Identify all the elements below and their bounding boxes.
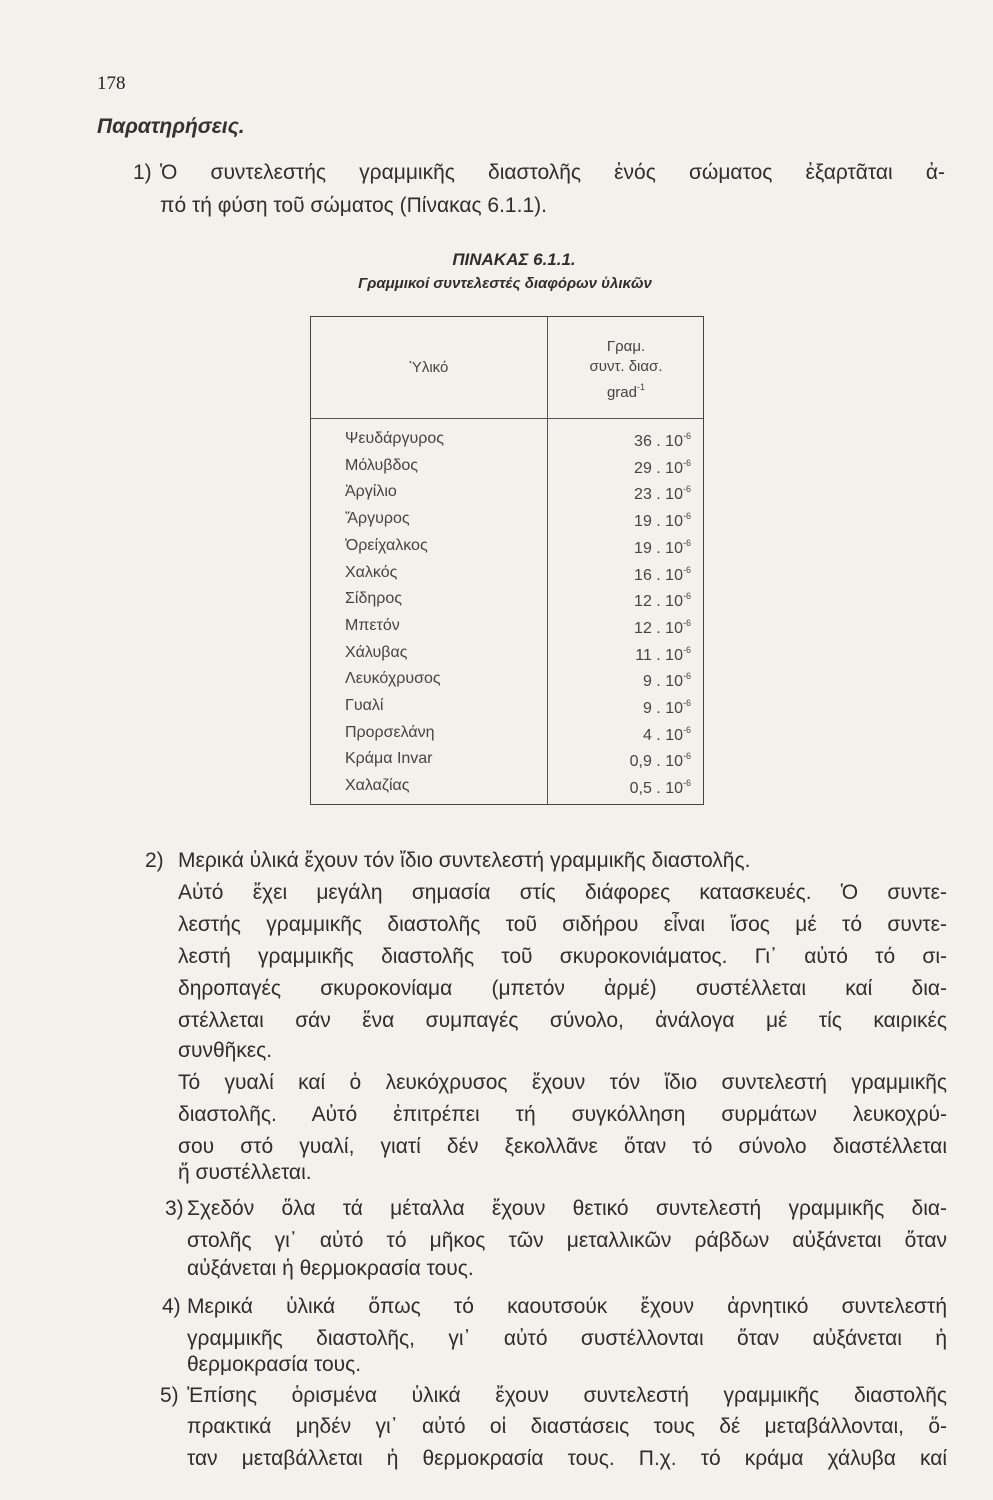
material-cell: Προρσελάνη [345,723,435,741]
paragraph-line: Μερικά ὑλικά ὅπως τό καουτσούκ ἔχουν ἀρνητικό συντελεστή [187,1295,947,1318]
coefficient-cell [634,453,691,479]
coefficient-exponent: -6 [682,537,691,548]
coefficient-value: 12 . 10 [634,619,683,637]
coefficient-value: 23 . 10 [634,486,683,504]
section-heading: Παρατηρήσεις. [97,115,245,138]
coefficient-exponent: -6 [682,457,691,468]
coefficient-cell [634,506,691,532]
coefficient-exponent: -6 [682,698,691,708]
list-number: 5) [160,1384,179,1407]
coefficient-exponent: -6 [682,484,691,495]
coefficient-cell [630,773,691,799]
paragraph-line: θερμοκρασία τους. [187,1353,362,1376]
material-cell: Κράμα Invar [345,750,433,768]
paragraph-line: Τό γυαλί καί ὁ λευκόχρυσος ἔχουν τόν ἴδιο συντελεστή γραμμικῆς [178,1071,947,1094]
coefficient-cell [643,720,691,746]
coefficients-table [310,316,704,805]
paragraph-line: Ὁ συντελεστής γραμμικῆς διαστολῆς ἑνός σώματος ἐξαρτᾶται ἀ- [160,161,945,184]
paragraph-line: Ἐπίσης ὁρισμένα ὑλικά ἔχουν συντελεστή γραμμικῆς διαστολῆς [187,1384,947,1407]
paragraph-line: Μερικά ὑλικά ἔχουν τόν ἴδιο συντελεστή γραμμικῆς διαστολῆς. [178,849,751,872]
material-cell: Λευκόχρυσος [345,670,441,688]
coefficient-value: 9 . 10 [642,700,683,717]
paragraph-line: λεστή γραμμικῆς διαστολῆς τοῦ σκυροκονιάματος. Γι᾽ αὐτό τό σι- [178,945,947,968]
paragraph-line: δηροπαγές σκυροκονίαμα (μπετόν ἀρμέ) συστέλλεται καί δια- [178,977,947,1000]
header-coef-line: συντ. διασ. [589,358,663,375]
material-cell: Χαλκός [345,563,398,581]
coefficient-value: 12 . 10 [634,593,683,611]
list-number: 4) [162,1295,181,1318]
material-cell: Μπετόν [345,616,400,634]
coefficient-cell [643,693,691,719]
header-material: Ὑλικό [409,359,449,376]
coefficient-value: 19 . 10 [634,513,683,531]
material-cell: Γυαλί [345,697,384,714]
material-cell: Ἄργυρος [345,510,410,528]
coefficient-value: 36 . 10 [634,433,683,450]
header-divider [311,418,703,419]
coefficient-exponent: -6 [682,671,691,682]
coefficient-exponent: -6 [682,564,691,575]
coefficient-cell [643,666,691,692]
material-cell: Ψευδάργυρος [345,430,444,447]
coefficient-exponent: -6 [682,724,691,735]
paragraph-line: αὐξάνεται ἡ θερμοκρασία τους. [187,1257,474,1280]
coefficient-exponent: -6 [682,751,691,762]
coefficient-exponent: -6 [682,431,691,441]
paragraph-line: Σχεδόν ὅλα τά μέταλλα ἔχουν θετικό συντελεστή γραμμικῆς δια- [187,1197,947,1220]
paragraph-line: λεστής γραμμικῆς διαστολῆς τοῦ σιδήρου εἶναι ἴσος μέ τό συντε- [178,913,947,936]
material-cell: Σίδηρος [345,590,402,608]
coefficient-exponent: -6 [682,644,691,655]
coefficient-cell [634,613,691,639]
material-cell: Χαλαζίας [345,777,410,795]
paragraph-line: ταν μεταβάλλεται ἡ θερμοκρασία τους. Π.χ. τό κράμα χάλυβα καί [187,1447,947,1470]
coefficient-value: 16 . 10 [634,566,683,584]
material-cell: Χάλυβας [345,643,408,661]
coefficient-value: 9 . 10 [642,673,683,691]
coefficient-value: 4 . 10 [642,726,683,744]
coefficient-exponent: -6 [682,591,691,602]
coefficient-cell [634,560,691,586]
list-number: 1) [133,161,152,184]
coefficient-cell [634,533,691,559]
coefficient-exponent: -6 [682,617,691,628]
paragraph-line: στολῆς γι᾽ αὐτό τό μῆκος τῶν μεταλλικῶν ράβδων αὐξάνεται ὅταν [187,1229,947,1252]
paragraph-line: στέλλεται σάν ἕνα συμπαγές σύνολο, ἀνάλογα μέ τίς καιρικές [178,1009,947,1032]
coefficient-value: 0,9 . 10 [629,753,683,771]
header-coef-unit [547,377,705,403]
coefficient-cell [634,426,691,452]
table-title: ΠΙΝΑΚΑΣ 6.1.1. [452,250,576,269]
unit: grad [606,384,637,401]
list-number: 2) [145,849,164,872]
coefficient-cell [635,640,691,666]
material-cell: Ὀρείχαλκος [345,536,428,554]
coefficient-exponent: -6 [682,778,691,789]
material-cell: Ἀργίλιο [345,483,397,501]
coefficient-value: 29 . 10 [634,459,683,477]
paragraph-line: πρακτικά μηδέν γι᾽ αὐτό οἱ διαστάσεις τους δέ μεταβάλλονται, ὅ- [187,1415,947,1438]
paragraph-line: σου στό γυαλί, γιατί δέν ξεκολλᾶνε ὅταν τό σύνολο διαστέλλεται [178,1135,947,1158]
coefficient-cell [634,586,691,612]
paragraph-line: συνθῆκες. [178,1039,273,1062]
coefficient-exponent: -6 [682,511,691,522]
paragraph-line: ἤ συστέλλεται. [178,1161,312,1184]
list-number: 3) [165,1197,184,1220]
paragraph-line: γραμμικῆς διαστολῆς, γι᾽ αὐτό συστέλλονται ὅταν αὐξάνεται ἡ [187,1327,947,1350]
table-subtitle: Γραμμικοί συντελεστές διαφόρων ὑλικῶν [358,275,652,292]
coefficient-cell [630,746,691,772]
header-coef-line: Γραμ. [606,338,646,355]
paragraph-line: Αὐτό ἔχει μεγάλη σημασία στίς διάφορες κατασκευές. Ὁ συντε- [178,881,947,904]
header-coefficient [547,337,705,403]
material-cell: Μόλυβδος [345,456,419,474]
coefficient-value: 11 . 10 [635,646,683,664]
paragraph-line: πό τή φύση τοῦ σώματος (Πίνακας 6.1.1). [160,194,547,217]
paragraph-line: διαστολῆς. Αὐτό ἐπιτρέπει τή συγκόλληση συρμάτων λευκοχρύ- [178,1103,947,1126]
coefficient-value: 0,5 . 10 [629,780,683,798]
unit-exponent: -1 [637,382,646,392]
coefficient-cell [634,479,691,505]
page-number: 178 [97,73,126,94]
coefficient-value: 19 . 10 [634,539,683,557]
